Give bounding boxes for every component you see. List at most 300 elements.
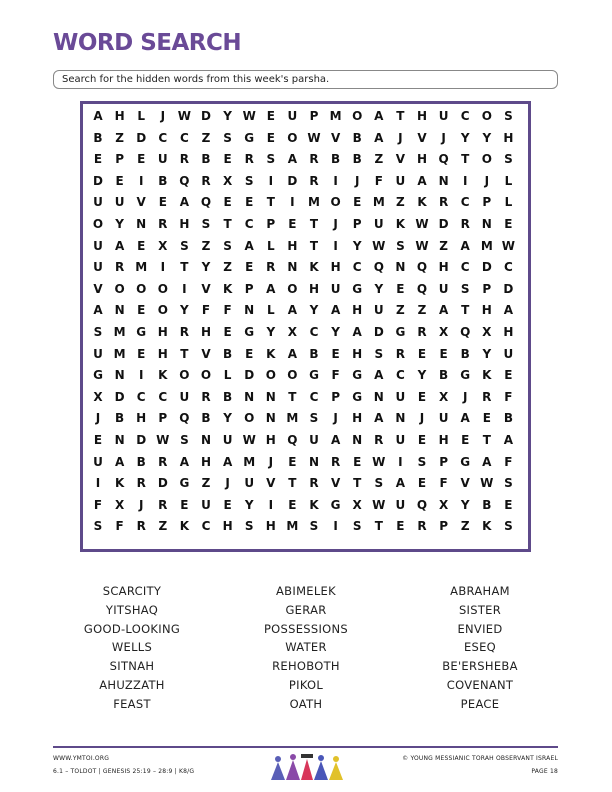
grid-letter[interactable]: J [462,389,468,404]
grid-letter[interactable]: Q [416,497,428,512]
grid-letter[interactable]: Y [482,346,492,361]
grid-letter[interactable]: T [374,519,383,534]
grid-letter[interactable]: W [372,238,386,253]
grid-letter[interactable]: O [200,368,212,383]
grid-letter[interactable]: V [330,130,341,145]
grid-letter[interactable]: J [333,217,338,231]
grid-letter[interactable]: I [268,497,274,512]
grid-letter[interactable]: P [115,152,124,167]
grid-letter[interactable]: R [309,173,319,188]
grid-letter[interactable]: K [222,281,233,296]
grid-letter[interactable]: G [179,476,190,491]
grid-letter[interactable]: O [157,303,168,318]
grid-letter[interactable]: W [480,476,494,491]
grid-letter[interactable]: C [395,368,405,383]
grid-letter[interactable]: N [265,411,276,426]
grid-letter[interactable]: C [460,260,470,275]
grid-letter[interactable]: R [460,217,470,231]
grid-letter[interactable]: T [461,303,470,318]
grid-letter[interactable]: E [396,281,405,296]
grid-letter[interactable]: M [286,411,299,426]
grid-letter[interactable]: S [374,476,384,491]
grid-letter[interactable]: S [460,281,470,296]
grid-letter[interactable]: G [309,368,319,383]
grid-letter[interactable]: Q [373,260,384,275]
grid-letter[interactable]: Y [180,303,189,318]
grid-letter[interactable]: A [503,433,514,447]
grid-letter[interactable]: N [438,173,449,188]
grid-letter[interactable]: L [504,173,513,188]
grid-letter[interactable]: T [288,389,297,404]
grid-letter[interactable]: X [438,497,449,512]
grid-letter[interactable]: H [438,433,449,447]
grid-letter[interactable]: Q [460,325,471,339]
grid-letter[interactable]: H [136,411,147,426]
grid-letter[interactable]: U [93,260,103,275]
grid-letter[interactable]: S [223,130,232,145]
grid-letter[interactable]: Y [352,238,362,253]
grid-letter[interactable]: U [438,109,449,123]
grid-letter[interactable]: P [309,109,319,123]
grid-letter[interactable]: H [157,346,168,361]
grid-letter[interactable]: Z [396,195,405,210]
grid-letter[interactable]: F [504,389,513,404]
grid-letter[interactable]: V [201,346,211,361]
grid-letter[interactable]: F [223,303,232,318]
grid-letter[interactable]: D [136,130,147,145]
grid-letter[interactable]: R [201,389,211,404]
grid-letter[interactable]: P [352,217,362,231]
grid-letter[interactable]: C [158,130,168,145]
grid-letter[interactable]: H [114,109,125,123]
grid-letter[interactable]: N [265,389,276,404]
grid-letter[interactable]: E [353,195,362,210]
grid-letter[interactable]: Z [374,152,384,167]
grid-letter[interactable]: Z [201,238,211,253]
grid-letter[interactable]: Z [396,303,405,318]
grid-letter[interactable]: A [114,238,125,253]
grid-letter[interactable]: D [157,476,168,491]
grid-letter[interactable]: E [288,497,297,512]
grid-letter[interactable]: A [438,303,449,318]
grid-letter[interactable]: C [352,260,362,275]
grid-letter[interactable]: W [501,238,516,253]
grid-letter[interactable]: V [266,476,276,491]
grid-letter[interactable]: U [395,433,406,447]
grid-letter[interactable]: E [504,217,513,231]
grid-letter[interactable]: F [331,368,340,383]
grid-letter[interactable]: R [201,173,211,188]
grid-letter[interactable]: A [222,454,233,469]
grid-letter[interactable]: Y [460,130,470,145]
grid-letter[interactable]: I [182,281,187,296]
grid-letter[interactable]: S [180,238,189,253]
grid-letter[interactable]: N [200,433,212,447]
grid-letter[interactable]: E [417,433,427,447]
grid-letter[interactable]: P [266,217,276,231]
grid-letter[interactable]: S [504,152,513,167]
grid-letter[interactable]: E [504,497,513,512]
grid-letter[interactable]: O [352,109,363,123]
grid-letter[interactable]: X [158,238,168,253]
grid-letter[interactable]: O [157,281,168,296]
grid-letter[interactable]: B [352,152,362,167]
grid-letter[interactable]: Z [201,476,211,491]
grid-letter[interactable]: U [179,389,190,404]
grid-letter[interactable]: Z [158,519,168,534]
grid-letter[interactable]: J [484,173,490,188]
grid-letter[interactable]: S [352,519,362,534]
grid-letter[interactable]: B [439,368,449,383]
grid-letter[interactable]: O [179,368,190,383]
grid-letter[interactable]: V [201,281,211,296]
grid-letter[interactable]: E [93,152,103,167]
grid-letter[interactable]: T [461,152,470,167]
grid-letter[interactable]: T [266,195,275,210]
grid-letter[interactable]: W [307,130,321,145]
grid-letter[interactable]: G [395,325,406,339]
grid-letter[interactable]: B [309,346,319,361]
grid-letter[interactable]: A [417,173,427,188]
grid-letter[interactable]: E [331,346,340,361]
grid-letter[interactable]: A [374,368,384,383]
grid-letter[interactable]: Y [417,368,427,383]
grid-letter[interactable]: T [180,260,189,275]
grid-letter[interactable]: Y [482,130,492,145]
grid-letter[interactable]: Q [287,433,298,447]
grid-letter[interactable]: T [396,109,405,123]
grid-letter[interactable]: G [244,325,255,339]
grid-letter[interactable]: T [353,476,362,491]
grid-letter[interactable]: U [373,217,384,231]
grid-letter[interactable]: H [222,519,233,534]
grid-letter[interactable]: B [223,389,233,404]
grid-letter[interactable]: U [93,195,103,210]
grid-letter[interactable]: E [158,195,167,210]
grid-letter[interactable]: A [179,454,190,469]
grid-letter[interactable]: M [308,195,320,210]
grid-letter[interactable]: Y [115,217,124,231]
grid-letter[interactable]: J [354,173,360,188]
grid-letter[interactable]: A [287,346,298,361]
grid-letter[interactable]: R [395,346,406,361]
grid-letter[interactable]: H [352,303,363,318]
grid-letter[interactable]: E [245,260,254,275]
grid-letter[interactable]: E [266,130,275,145]
grid-letter[interactable]: D [438,217,449,231]
grid-letter[interactable]: U [244,476,255,491]
grid-letter[interactable]: E [266,109,275,123]
grid-letter[interactable]: S [504,109,513,123]
grid-letter[interactable]: U [438,411,449,426]
grid-letter[interactable]: P [331,389,340,404]
grid-letter[interactable]: N [244,303,255,318]
grid-letter[interactable]: W [415,238,429,253]
grid-letter[interactable]: H [179,217,190,231]
grid-letter[interactable]: B [201,152,211,167]
grid-letter[interactable]: F [439,476,448,491]
grid-letter[interactable]: H [416,109,428,123]
grid-letter[interactable]: R [482,389,492,404]
grid-letter[interactable]: R [417,325,427,339]
grid-letter[interactable]: K [114,476,125,491]
grid-letter[interactable]: H [416,152,428,167]
grid-letter[interactable]: U [201,497,211,512]
grid-letter[interactable]: P [482,281,492,296]
grid-letter[interactable]: E [461,433,470,447]
grid-letter[interactable]: V [330,476,341,491]
grid-letter[interactable]: G [244,130,255,145]
grid-letter[interactable]: P [244,281,254,296]
grid-letter[interactable]: O [114,281,125,296]
grid-letter[interactable]: U [93,238,103,253]
grid-letter[interactable]: E [93,433,103,447]
grid-letter[interactable]: A [93,109,103,123]
grid-letter[interactable]: D [201,109,211,123]
grid-letter[interactable]: H [503,325,514,339]
grid-letter[interactable]: A [352,325,362,339]
grid-letter[interactable]: O [287,130,298,145]
grid-letter[interactable]: U [309,433,319,447]
grid-letter[interactable]: A [266,281,276,296]
grid-letter[interactable]: G [460,368,471,383]
grid-letter[interactable]: R [158,217,168,231]
grid-letter[interactable]: Q [200,195,212,210]
grid-letter[interactable]: A [374,411,384,426]
grid-letter[interactable]: K [266,346,276,361]
grid-letter[interactable]: B [482,497,492,512]
grid-letter[interactable]: K [158,368,168,383]
grid-letter[interactable]: E [482,411,491,426]
grid-letter[interactable]: S [266,152,276,167]
grid-letter[interactable]: A [374,130,384,145]
grid-letter[interactable]: T [223,217,232,231]
word-search-grid[interactable] [80,101,531,552]
grid-letter[interactable]: U [93,454,103,469]
grid-letter[interactable]: G [460,454,471,469]
grid-letter[interactable]: W [372,497,386,512]
grid-letter[interactable]: L [223,368,232,383]
grid-letter[interactable]: A [244,238,254,253]
grid-letter[interactable]: P [439,454,448,469]
grid-letter[interactable]: D [93,173,103,188]
grid-letter[interactable]: H [157,325,168,339]
grid-letter[interactable]: H [503,130,514,145]
grid-letter[interactable]: E [223,195,232,210]
grid-letter[interactable]: R [309,476,319,491]
grid-letter[interactable]: K [309,260,319,275]
grid-letter[interactable]: X [287,325,298,339]
grid-letter[interactable]: U [157,152,168,167]
grid-letter[interactable]: S [417,454,427,469]
grid-letter[interactable]: J [441,130,446,145]
grid-letter[interactable]: F [115,519,124,534]
grid-letter[interactable]: I [333,519,338,534]
grid-letter[interactable]: H [308,281,320,296]
grid-letter[interactable]: E [137,238,146,253]
grid-letter[interactable]: X [114,497,125,512]
grid-letter[interactable]: M [286,519,299,534]
grid-letter[interactable]: E [417,389,427,404]
grid-letter[interactable]: B [331,152,341,167]
grid-letter[interactable]: F [374,173,383,188]
grid-letter[interactable]: J [419,411,425,426]
grid-letter[interactable]: H [200,454,212,469]
grid-letter[interactable]: W [156,433,170,447]
grid-letter[interactable]: S [396,238,405,253]
grid-letter[interactable]: D [287,173,298,188]
grid-letter[interactable]: Y [460,497,470,512]
grid-letter[interactable]: R [438,195,449,210]
grid-letter[interactable]: I [138,173,144,188]
grid-letter[interactable]: E [115,173,124,188]
grid-letter[interactable]: U [395,173,406,188]
grid-letter[interactable]: F [504,454,513,469]
grid-letter[interactable]: I [333,238,338,253]
grid-letter[interactable]: H [481,303,492,318]
grid-letter[interactable]: G [93,368,103,383]
grid-letter[interactable]: S [180,433,189,447]
grid-letter[interactable]: C [309,389,319,404]
grid-letter[interactable]: S [223,238,232,253]
grid-letter[interactable]: D [244,368,255,383]
grid-letter[interactable]: X [482,325,492,339]
grid-letter[interactable]: O [481,152,492,167]
grid-letter[interactable]: E [417,346,427,361]
grid-letter[interactable]: U [438,281,449,296]
grid-letter[interactable]: X [352,497,362,512]
grid-letter[interactable]: B [136,454,146,469]
grid-letter[interactable]: S [201,217,211,231]
grid-letter[interactable]: U [93,346,103,361]
grid-letter[interactable]: Z [115,130,124,145]
grid-letter[interactable]: Z [201,130,211,145]
grid-letter[interactable]: I [462,173,468,188]
grid-letter[interactable]: Q [179,173,190,188]
grid-letter[interactable]: L [137,109,146,123]
grid-letter[interactable]: U [287,109,298,123]
grid-letter[interactable]: B [503,411,513,426]
grid-letter[interactable]: N [352,433,363,447]
grid-letter[interactable]: N [395,260,406,275]
grid-letter[interactable]: K [395,217,406,231]
grid-letter[interactable]: R [309,152,319,167]
grid-letter[interactable]: X [438,325,449,339]
grid-letter[interactable]: I [333,173,338,188]
grid-letter[interactable]: B [352,130,362,145]
grid-letter[interactable]: V [136,195,146,210]
grid-letter[interactable]: R [179,152,190,167]
grid-letter[interactable]: Y [244,497,254,512]
grid-letter[interactable]: E [504,368,513,383]
grid-letter[interactable]: E [396,519,405,534]
grid-letter[interactable]: K [482,368,492,383]
grid-letter[interactable]: S [374,346,384,361]
grid-letter[interactable]: D [373,325,384,339]
grid-letter[interactable]: E [353,454,362,469]
grid-letter[interactable]: P [482,195,492,210]
grid-letter[interactable]: J [398,130,403,145]
grid-letter[interactable]: L [266,238,275,253]
grid-letter[interactable]: B [115,411,125,426]
grid-letter[interactable]: X [222,173,233,188]
grid-letter[interactable]: L [504,195,513,210]
grid-letter[interactable]: M [329,109,342,123]
grid-letter[interactable]: M [480,238,493,253]
grid-letter[interactable]: D [503,281,514,296]
grid-letter[interactable]: O [287,368,298,383]
grid-letter[interactable]: K [482,519,492,534]
grid-letter[interactable]: E [223,152,232,167]
grid-letter[interactable]: S [504,519,513,534]
grid-letter[interactable]: U [395,389,406,404]
grid-letter[interactable]: E [223,497,232,512]
grid-letter[interactable]: I [290,195,295,210]
grid-letter[interactable]: Y [223,109,232,123]
grid-letter[interactable]: G [330,497,341,512]
grid-letter[interactable]: A [460,238,470,253]
grid-letter[interactable]: C [179,130,189,145]
grid-letter[interactable]: J [268,454,274,469]
grid-letter[interactable]: E [137,152,146,167]
grid-letter[interactable]: Z [223,260,232,275]
grid-letter[interactable]: A [114,454,125,469]
grid-letter[interactable]: K [417,195,427,210]
grid-letter[interactable]: S [93,325,103,339]
grid-letter[interactable]: Y [266,325,276,339]
grid-letter[interactable]: R [266,260,276,275]
grid-letter[interactable]: U [395,497,406,512]
grid-letter[interactable]: R [417,519,427,534]
grid-letter[interactable]: O [136,281,147,296]
grid-letter[interactable]: S [244,173,254,188]
grid-letter[interactable]: A [503,303,514,318]
grid-letter[interactable]: H [265,433,276,447]
grid-letter[interactable]: J [160,109,166,123]
grid-letter[interactable]: N [373,389,384,404]
grid-letter[interactable]: A [93,303,103,318]
grid-letter[interactable]: O [265,368,276,383]
grid-letter[interactable]: R [179,325,190,339]
grid-letter[interactable]: D [481,260,492,275]
grid-letter[interactable]: K [309,497,319,512]
grid-letter[interactable]: U [222,433,233,447]
grid-letter[interactable]: T [309,217,319,231]
grid-letter[interactable]: Q [438,152,449,167]
grid-letter[interactable]: H [200,325,212,339]
grid-letter[interactable]: I [268,173,274,188]
grid-letter[interactable]: S [244,519,254,534]
grid-letter[interactable]: T [288,476,297,491]
grid-letter[interactable]: V [417,130,427,145]
grid-letter[interactable]: R [374,433,384,447]
grid-letter[interactable]: N [114,368,125,383]
grid-letter[interactable]: U [114,195,125,210]
grid-letter[interactable]: S [309,411,319,426]
grid-letter[interactable]: I [160,260,166,275]
grid-letter[interactable]: T [482,433,491,447]
grid-letter[interactable]: C [503,260,513,275]
grid-letter[interactable]: E [245,195,254,210]
grid-letter[interactable]: L [266,303,275,318]
grid-letter[interactable]: E [137,303,146,318]
grid-letter[interactable]: G [352,368,363,383]
grid-letter[interactable]: W [415,217,429,231]
grid-letter[interactable]: I [398,454,403,469]
grid-letter[interactable]: V [460,476,470,491]
grid-letter[interactable]: D [136,433,147,447]
grid-letter[interactable]: B [223,346,233,361]
